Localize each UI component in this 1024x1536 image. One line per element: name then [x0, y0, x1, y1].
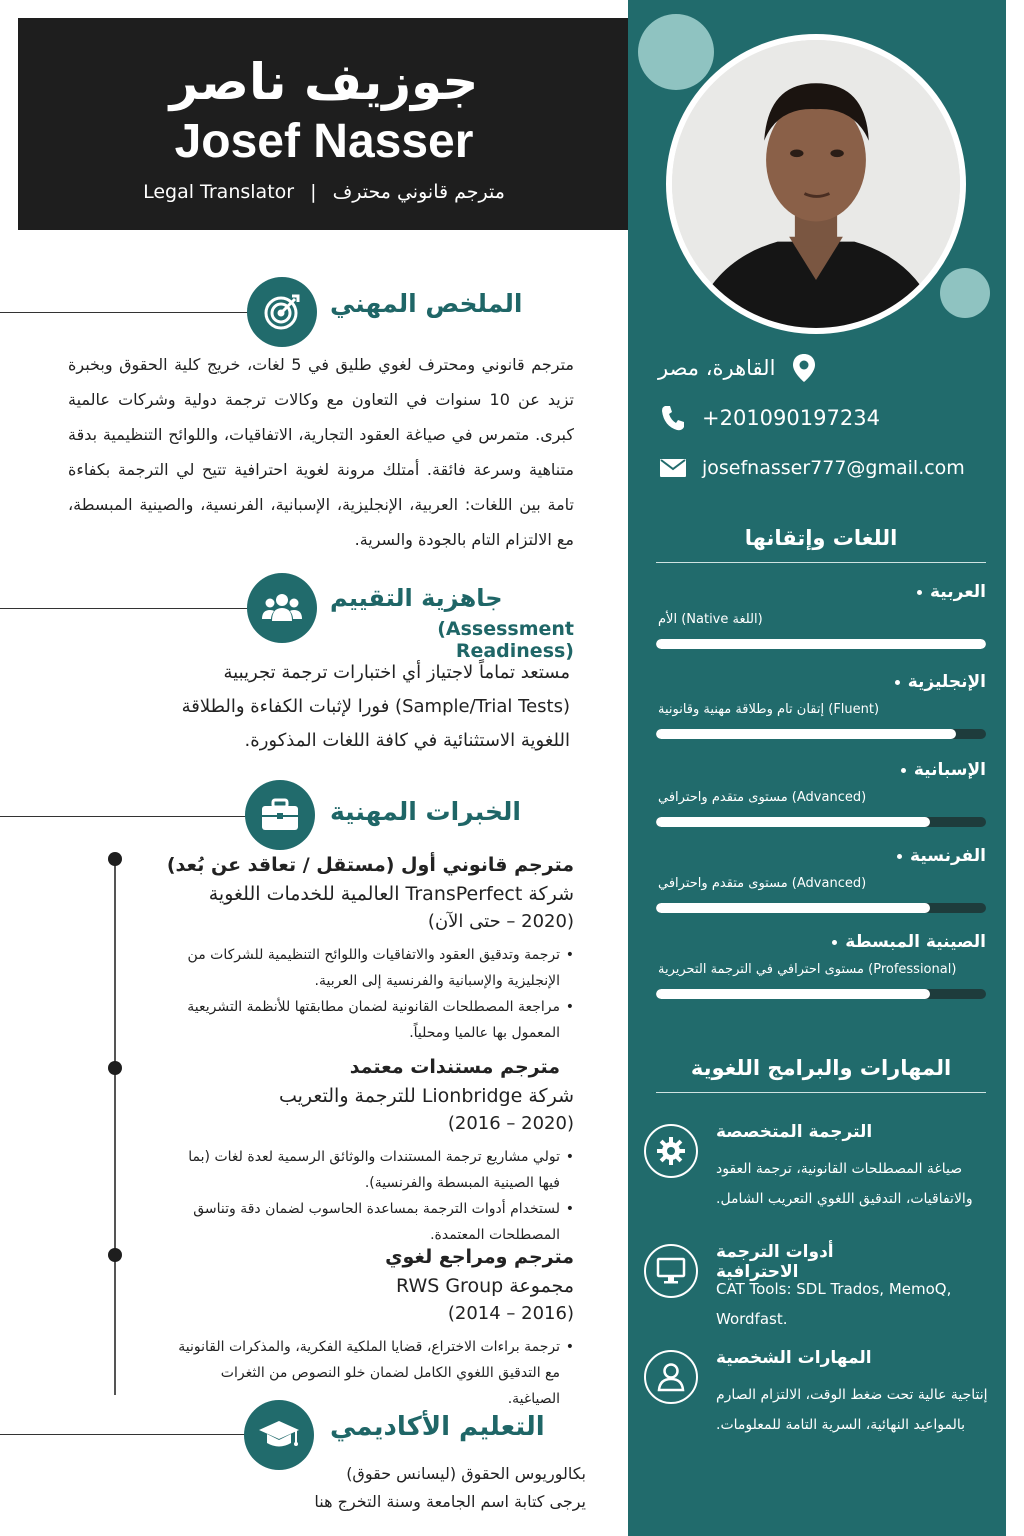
job-bullet: • تولي مشاريع ترجمة المستندات والوثائق الرسمية لعدة لغات (بما فيها الصينية المبسطة والفرنسية). — [174, 1144, 574, 1196]
job-dates: (2016 – 2014) — [447, 1303, 574, 1324]
skill-description: إنتاجية عالية تحت ضغط الوقت، الالتزام الصارم بالمواعيد النهائية، السرية التامة للمعلومات. — [716, 1387, 988, 1433]
decorative-circle-bottom — [940, 268, 990, 318]
assessment-subtitle: (Assessment Readiness) — [437, 618, 574, 662]
summary-text: مترجم قانوني ومحترف لغوي طليق في 5 لغات، خريج كلية الحقوق وبخبرة تزيد عن 10 سنوات في التعاون مع وكالات ترجمة دولية وشركات عالمية كبرى. متمرس في صياغة العقود التجارية، الاتفاقيات، واللوائح التنظيمية بدقة متناهية وسرعة فائقة. أمتلك مرونة لغوية احترافية تتيح لي الترجمة بكفاءة تامة بين اللغات: العربية، الإنجليزية، الإسبانية، الفرنسية، والصينية المبسطة، مع الالتزام التام بالجودة والسرية. — [68, 355, 575, 549]
header — [18, 18, 630, 230]
monitor-icon — [644, 1244, 698, 1298]
job-company: مجموعة RWS Group — [396, 1275, 574, 1297]
location-text: القاهرة، مصر — [658, 356, 776, 380]
contact-email — [658, 450, 988, 486]
experience-title: الخبرات المهنية — [330, 797, 521, 826]
language-level: مستوى متقدم واحترافي (Advanced) — [658, 876, 867, 891]
job-dates: (2020 – حتى الآن) — [427, 911, 574, 932]
language-name-text: الإسبانية — [913, 760, 986, 780]
assessment-line: (Sample/Trial Tests) فورا لإثبات الكفاءة والطلاقة — [181, 696, 570, 717]
job-title: مترجم ومراجع لغوي — [385, 1246, 574, 1268]
location-pin-icon — [789, 353, 819, 383]
language-proficiency-fill — [656, 729, 956, 739]
section-divider — [0, 1434, 250, 1435]
name-english: Josef Nasser — [174, 115, 474, 168]
job-title: مترجم قانوني أول (مستقل / تعاقد عن بُعد) — [166, 854, 574, 876]
language-item — [656, 760, 986, 827]
language-level: الأم (Native اللغة) — [658, 612, 763, 627]
timeline-dot — [108, 1248, 122, 1262]
profile-photo — [666, 34, 966, 334]
timeline-dot — [108, 852, 122, 866]
summary-title: الملخص المهني — [330, 289, 523, 318]
section-divider — [0, 312, 250, 313]
contact-phone — [658, 400, 988, 436]
phone-text[interactable]: +201090197234 — [702, 406, 880, 430]
job-bullet: • ترجمة براءات الاختراع، قضايا الملكية الفكرية، والمذكرات القانونية مع التدقيق اللغوي الكامل لضمان خلو النصوص من الثغرات الصياغية. — [174, 1334, 574, 1412]
experience-timeline — [114, 860, 116, 1395]
language-proficiency-bar — [656, 989, 986, 999]
briefcase-icon — [245, 780, 315, 850]
name-arabic: جوزيف ناصر — [169, 53, 479, 111]
job-bullet: • ترجمة وتدقيق العقود والاتفاقيات واللوائح التنظيمية للشركات من الإنجليزية والإسبانية والفرنسية إلى العربية. — [178, 942, 574, 994]
job-company: شركة Lionbridge للترجمة والتعريب — [278, 1085, 574, 1107]
job-title — [18, 180, 630, 204]
job-title: مترجم مستندات معتمد — [349, 1056, 560, 1078]
language-item — [656, 846, 986, 913]
job-title-english: Legal Translator — [143, 181, 295, 203]
language-name — [656, 932, 986, 952]
decorative-circle-top — [638, 14, 714, 90]
language-proficiency-bar — [656, 729, 986, 739]
language-item — [656, 582, 986, 649]
skill-title: المهارات الشخصية — [716, 1348, 872, 1368]
timeline-dot — [108, 1061, 122, 1075]
skill-title: الترجمة المتخصصة — [716, 1122, 873, 1142]
job-bullet: • مراجعة المصطلحات القانونية لضمان مطابقتها للأنظمة التشريعية المعمول بها عالميا ومحلياً. — [178, 994, 574, 1046]
job-entry — [140, 1242, 574, 1412]
job-entry — [140, 1052, 574, 1248]
language-level: إتقان تام وطلاقة مهنية وقانونية (Fluent) — [658, 702, 880, 717]
language-name-text: الفرنسية — [910, 846, 986, 866]
language-name — [656, 846, 986, 866]
education-note: يرجى كتابة اسم الجامعة وسنة التخرج هنا — [314, 1492, 586, 1511]
bullet-dot — [895, 680, 900, 685]
language-proficiency-bar — [656, 639, 986, 649]
job-bullet: • لستخدام أدوات الترجمة بمساعدة الحاسوب لضمان دقة وتناسق المصطلحات المعتمدة. — [174, 1196, 574, 1248]
target-icon — [247, 277, 317, 347]
mail-icon — [658, 453, 688, 483]
skill-description: CAT Tools: SDL Trados, MemoQ, Wordfast. — [716, 1280, 952, 1328]
assessment-line: اللغوية الاستثنائية في كافة اللغات المذكورة. — [244, 730, 570, 751]
language-name-text: الصينية المبسطة — [845, 932, 986, 952]
bullet-dot — [901, 768, 906, 773]
skill-title: أدوات الترجمة الاحترافية — [716, 1242, 834, 1282]
skills-title: المهارات والبرامج اللغوية — [656, 1056, 986, 1093]
language-proficiency-bar — [656, 817, 986, 827]
assessment-title: جاهزية التقييم — [330, 584, 503, 612]
language-proficiency-fill — [656, 989, 930, 999]
language-proficiency-fill — [656, 817, 930, 827]
job-entry — [140, 850, 574, 1046]
language-proficiency-fill — [656, 639, 986, 649]
assessment-line: مستعد تماماً لاجتياز أي اختبارات ترجمة تجريبية — [223, 662, 570, 683]
section-divider — [0, 816, 250, 817]
language-level: مستوى احترافي في الترجمة التحريرية (Professional) — [658, 962, 957, 977]
bullet-dot — [832, 940, 837, 945]
job-company: شركة TransPerfect العالمية للخدمات اللغوية — [208, 883, 574, 905]
phone-icon — [658, 403, 688, 433]
education-degree: بكالوريوس الحقوق (ليسانس حقوق) — [346, 1464, 586, 1483]
language-name-text: العربية — [929, 582, 986, 602]
sidebar — [628, 0, 1006, 1536]
language-name — [656, 760, 986, 780]
skill-description: صياغة المصطلحات القانونية، ترجمة العقود والاتفاقيات، التدقيق اللغوي التعريب الشامل. — [716, 1161, 973, 1207]
job-dates: (2020 – 2016) — [447, 1113, 574, 1134]
bullet-dot — [897, 854, 902, 859]
language-proficiency-bar — [656, 903, 986, 913]
languages-title: اللغات وإتقانها — [656, 526, 986, 563]
title-separator: | — [310, 181, 317, 203]
language-proficiency-fill — [656, 903, 930, 913]
education-title: التعليم الأكاديمي — [330, 1412, 545, 1442]
users-icon — [247, 573, 317, 643]
bullet-dot — [917, 590, 922, 595]
gear-icon — [644, 1124, 698, 1178]
language-item — [656, 932, 986, 999]
language-name — [656, 672, 986, 692]
language-item — [656, 672, 986, 739]
contact-location — [658, 350, 988, 386]
job-title-arabic: مترجم قانوني محترف — [332, 181, 505, 203]
email-link[interactable]: josefnasser777@gmail.com — [702, 457, 965, 479]
assessment-text — [100, 656, 570, 758]
language-name — [656, 582, 986, 602]
language-name-text: الإنجليزية — [907, 672, 986, 692]
section-divider — [0, 608, 250, 609]
language-level: مستوى متقدم واحترافي (Advanced) — [658, 790, 867, 805]
user-icon — [644, 1350, 698, 1404]
